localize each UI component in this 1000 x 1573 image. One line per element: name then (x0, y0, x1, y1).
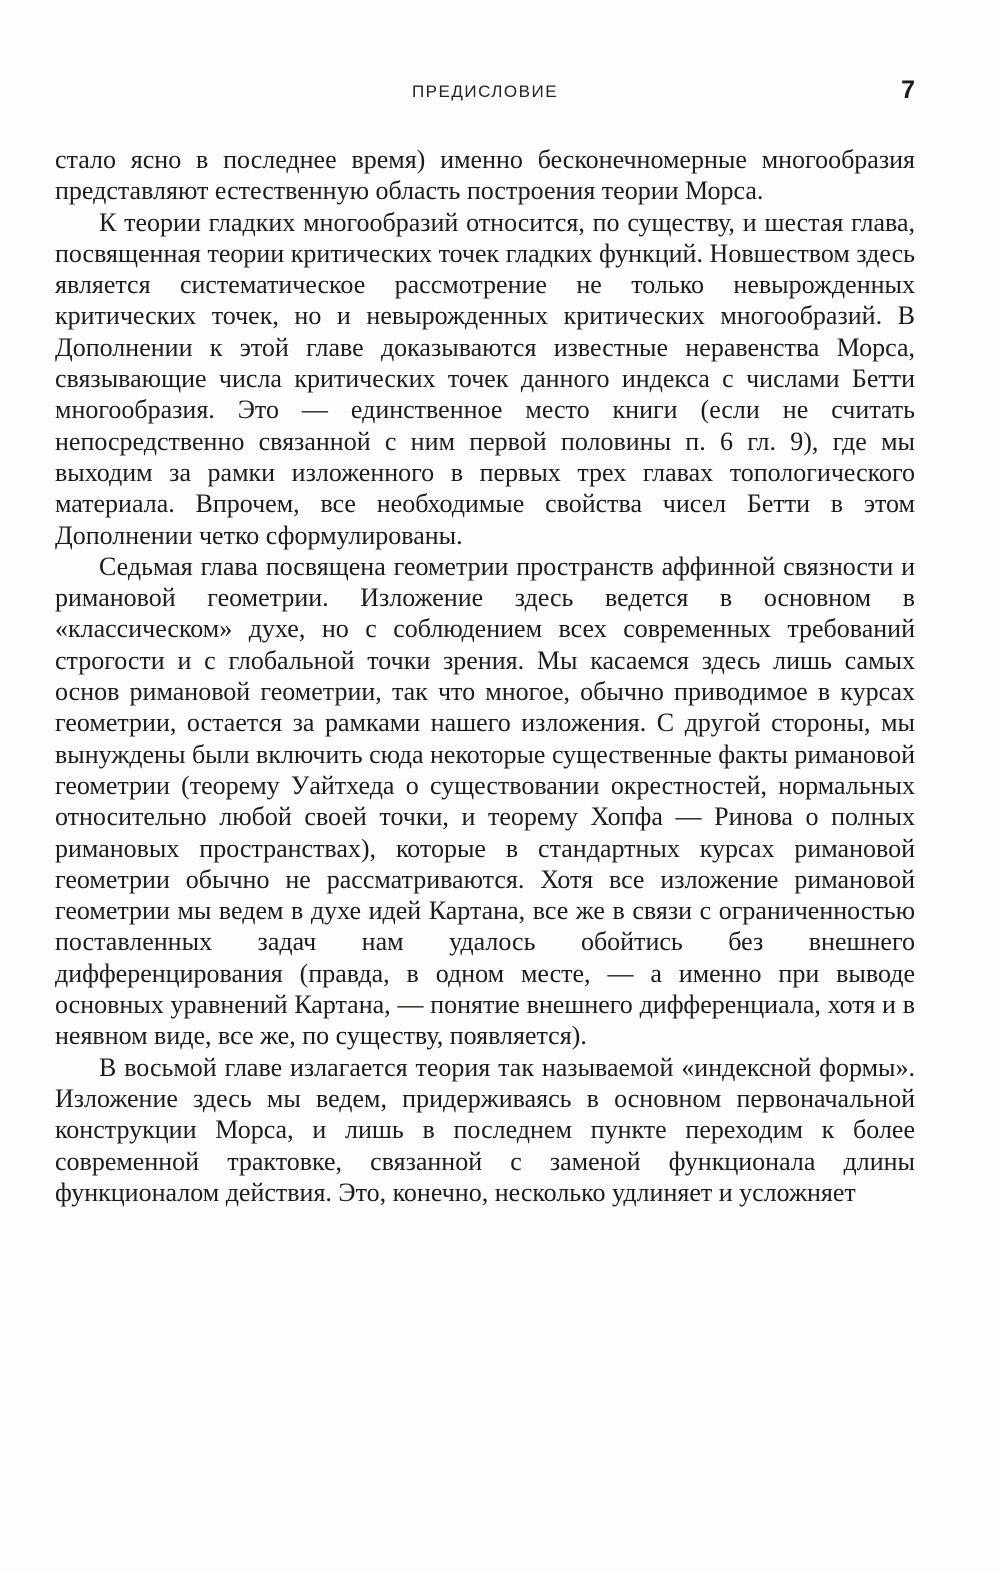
paragraph-continued: стало ясно в последнее время) именно бесконечномерные многообразия представляют естественную область построения теории Морса. (55, 145, 915, 206)
page-number: 7 (901, 76, 915, 104)
paragraph-chapter-seven: Седьмая глава посвящена геометрии пространств аффинной связности и римановой геометрии. Изложение здесь ведется в основном в «классическом» духе, но с соблюдением всех современных требований строгости и с глобальной точки зрения. Мы касаемся здесь лишь самых основ римановой геометрии, так что многое, обычно приводимое в курсах геометрии, остается за рамками нашего изложения. С другой стороны, мы вынуждены были включить сюда некоторые существенные факты римановой геометрии (теорему Уайтхеда о существовании окрестностей, нормальных относительно любой своей точки, и теорему Хопфа — Ринова о полных римановых пространствах), которые в стандартных курсах римановой геометрии обычно не рассматриваются. Хотя все изложение римановой геометрии мы ведем в духе идей Картана, все же в связи с ограниченностью поставленных задач нам удалось обойтись без внешнего дифференцирования (правда, в одном месте, — а именно при выводе основных уравнений Картана, — понятие внешнего дифференциала, хотя и в неявном виде, все же, по существу, появляется). (55, 551, 915, 1051)
running-header (55, 70, 915, 120)
paragraph-chapter-six: К теории гладких многообразий относится, по существу, и шестая глава, посвященная теории критических точек гладких функций. Новшеством здесь является систематическое рассмотрение не только невырожденных критических точек, но и невырожденных критических многообразий. В Дополнении к этой главе доказываются известные неравенства Морса, связывающие числа критических точек данного индекса с числами Бетти многообразия. Это — единственное место книги (если не считать непосредственно связанной с ним первой половины п. 6 гл. 9), где мы выходим за рамки изложенного в первых трех главах топологического материала. Впрочем, все необходимые свойства чисел Бетти в этом Дополнении четко сформулированы. (55, 207, 915, 550)
book-page (55, 70, 915, 1208)
running-title: ПРЕДИСЛОВИЕ (411, 82, 559, 101)
body-text (55, 144, 915, 1208)
paragraph-chapter-eight: В восьмой главе излагается теория так называемой «индексной формы». Изложение здесь мы ведем, придерживаясь в основном первоначальной конструкции Морса, и лишь в последнем пункте переходим к более современной трактовке, связанной с заменой функционала длины функционалом действия. Это, конечно, несколько удлиняет и усложняет (55, 1052, 915, 1207)
